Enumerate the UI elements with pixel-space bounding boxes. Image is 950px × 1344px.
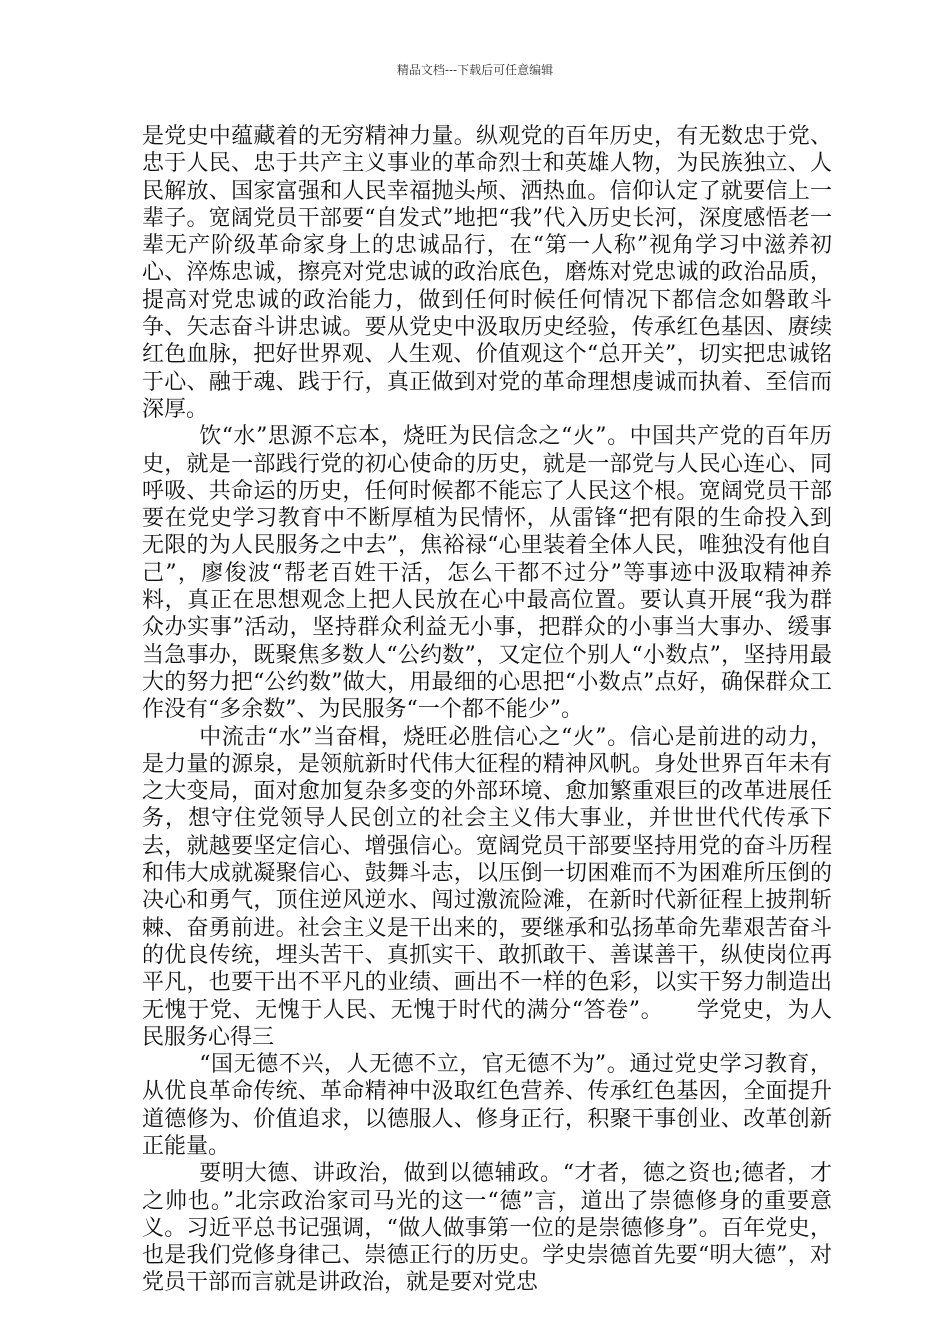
paragraph-4: “国无德不兴，人无德不立，官无德不为”。通过党史学习教育，从优良革命传统、革命精神中汲取红色营养、传承红色基因，全面提升道德修为、价值追求，以德服人、修身正行，积聚干事创业、改革创新正能量。 bbox=[142, 1052, 832, 1159]
paragraph-3 bbox=[142, 724, 832, 1052]
section-title-inline: 学党史，为人民服务心得三 bbox=[142, 997, 832, 1050]
paragraph-2: 饮“水”思源不忘本，烧旺为民信念之“火”。中国共产党的百年历史，就是一部践行党的初心使命的历史，就是一部党与人民心连心、同呼吸、共命运的历史，任何时候都不能忘了人民这个根。宽阔党员干部要在党史学习教育中不断厚植为民情怀，从雷锋“把有限的生命投入到无限的为人民服务之中去”，焦裕禄“心里装着全体人民，唯独没有他自己”，廖俊波“帮老百姓干活，怎么干都不过分”等事迹中汲取精神养料，真正在思想观念上把人民放在心中最高位置。要认真开展“我为群众办实事”活动，坚持群众利益无小事，把群众的小事当大事办、缓事当急事办，既聚焦多数人“公约数”，又定位个别人“小数点”，坚持用最大的努力把“公约数”做大，用最细的心思把“小数点”点好，确保群众工作没有“多余数”、为民服务“一个都不能少”。 bbox=[142, 424, 832, 723]
paragraph-1: 是党史中蕴藏着的无穷精神力量。纵观党的百年历史，有无数忠于党、忠于人民、忠于共产主义事业的革命烈士和英雄人物，为民族独立、人民解放、国家富强和人民幸福抛头颅、洒热血。信仰认定了就要信上一辈子。宽阔党员干部要“自发式”地把“我”代入历史长河，深度感悟老一辈无产阶级革命家身上的忠诚品行，在“第一人称”视角学习中滋养初心、淬炼忠诚，擦亮对党忠诚的政治底色，磨炼对党忠诚的政治品质，提高对党忠诚的政治能力，做到任何时候任何情况下都信念如磐敢斗争、矢志奋斗讲忠诚。要从党史中汲取历史经验，传承红色基因、赓续红色血脉，把好世界观、人生观、价值观这个“总开关”，切实把忠诚铭于心、融于魂、践于行，真正做到对党的革命理想虔诚而执着、至信而深厚。 bbox=[142, 124, 832, 422]
paragraph-3-text: 中流击“水”当奋楫，烧旺必胜信心之“火”。信心是前进的动力，是力量的源泉，是领航新时代伟大征程的精神风帆。身处世界百年未有之大变局，面对愈加复杂多变的外部环境、愈加繁重艰巨的改革进展任务，想守住党领导人民创立的社会主义伟大事业，并世世代代传承下去，就越要坚定信心、增强信心。宽阔党员干部要坚持用党的奋斗历程和伟大成就凝聚信心、鼓舞斗志，以压倒一切困难而不为困难所压倒的决心和勇气，顶住逆风逆水、闯过激流险滩，在新时代新征程上披荆斩棘、奋勇前进。社会主义是干出来的，要继承和弘扬革命先辈艰苦奋斗的优良传统，埋头苦干、真抓实干、敢抓敢干、善谋善干，纵使岗位再平凡，也要干出不平凡的业绩、画出不一样的色彩，以实干努力制造出无愧于党、无愧于人民、无愧于时代的满分“答卷”。 bbox=[142, 724, 832, 1023]
document-body bbox=[142, 123, 832, 1297]
page-header: 精品文档---下载后可任意编辑 bbox=[396, 63, 554, 77]
paragraph-5: 要明大德、讲政治，做到以德辅政。“才者，德之资也;德者，才之帅也。”北宗政治家司马光的这一“德”言，道出了崇德修身的重要意义。习近平总书记强调，“做人做事第一位的是崇德修身”。百年党史，也是我们党修身律己、崇德正行的历史。学史崇德首先要“明大德”，对党员干部而言就是讲政治，就是要对党忠 bbox=[142, 1161, 832, 1296]
